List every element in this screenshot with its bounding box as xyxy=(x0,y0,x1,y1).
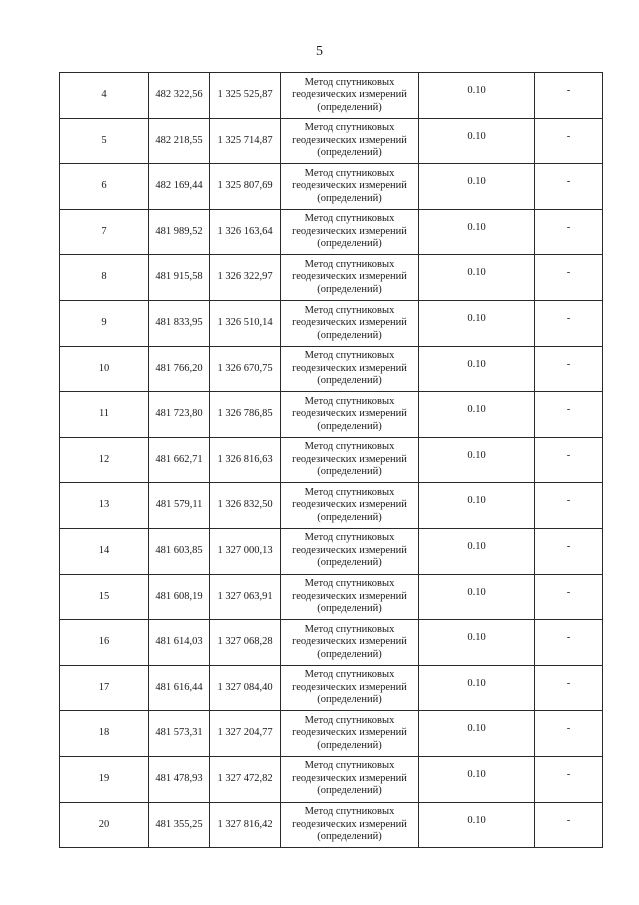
y-coordinate-cell: 1 325 807,69 xyxy=(210,164,281,210)
table-row xyxy=(60,118,603,164)
page-number: 5 xyxy=(316,44,323,59)
method-line: геодезических измерений xyxy=(292,499,407,511)
method-line: геодезических измерений xyxy=(292,408,407,420)
y-coordinate-cell: 1 326 510,14 xyxy=(210,300,281,346)
method-line: (определений) xyxy=(317,694,382,706)
method-line: Метод спутниковых xyxy=(304,486,395,498)
table-row xyxy=(60,73,603,119)
note-value: - xyxy=(566,677,571,689)
accuracy-cell xyxy=(419,528,535,574)
method-line: (определений) xyxy=(317,101,382,113)
method-line: геодезических измерений xyxy=(292,271,407,283)
method-line: (определений) xyxy=(317,238,382,250)
x-coordinate-cell: 481 355,25 xyxy=(149,802,210,848)
accuracy-cell xyxy=(419,300,535,346)
note-value: - xyxy=(566,404,571,416)
accuracy-cell xyxy=(419,483,535,529)
method-line: Метод спутниковых xyxy=(304,623,395,635)
method-line: (определений) xyxy=(317,375,382,387)
y-coordinate-cell: 1 327 472,82 xyxy=(210,756,281,802)
note-cell xyxy=(535,346,603,392)
method-cell xyxy=(281,711,419,757)
x-coordinate-cell: 481 573,31 xyxy=(149,711,210,757)
y-coordinate-cell: 1 326 163,64 xyxy=(210,209,281,255)
table-row xyxy=(60,346,603,392)
point-number-cell: 19 xyxy=(60,756,149,802)
accuracy-cell xyxy=(419,665,535,711)
method-line: геодезических измерений xyxy=(292,544,407,556)
note-cell xyxy=(535,711,603,757)
method-cell xyxy=(281,437,419,483)
table-row xyxy=(60,620,603,666)
method-line: (определений) xyxy=(317,603,382,615)
method-cell xyxy=(281,802,419,848)
x-coordinate-cell: 481 603,85 xyxy=(149,528,210,574)
method-line: геодезических измерений xyxy=(292,727,407,739)
note-value: - xyxy=(566,814,571,826)
point-number-cell: 13 xyxy=(60,483,149,529)
y-coordinate-cell: 1 327 204,77 xyxy=(210,711,281,757)
method-line: Метод спутниковых xyxy=(304,760,395,772)
table-body xyxy=(60,73,603,848)
accuracy-value: 0.10 xyxy=(467,586,486,598)
note-value: - xyxy=(566,130,571,142)
accuracy-value: 0.10 xyxy=(467,723,486,735)
note-value: - xyxy=(566,723,571,735)
table-row xyxy=(60,209,603,255)
accuracy-cell xyxy=(419,209,535,255)
note-value: - xyxy=(566,176,571,188)
method-cell xyxy=(281,73,419,119)
y-coordinate-cell: 1 326 322,97 xyxy=(210,255,281,301)
point-number-cell: 18 xyxy=(60,711,149,757)
x-coordinate-cell: 482 322,56 xyxy=(149,73,210,119)
note-cell xyxy=(535,574,603,620)
table-row xyxy=(60,255,603,301)
method-line: Метод спутниковых xyxy=(304,532,395,544)
accuracy-value: 0.10 xyxy=(467,267,486,279)
table-row xyxy=(60,574,603,620)
method-line: Метод спутниковых xyxy=(304,806,395,818)
method-line: Метод спутниковых xyxy=(304,350,395,362)
x-coordinate-cell: 481 989,52 xyxy=(149,209,210,255)
accuracy-cell xyxy=(419,346,535,392)
note-cell xyxy=(535,483,603,529)
table-row xyxy=(60,665,603,711)
method-line: геодезических измерений xyxy=(292,636,407,648)
accuracy-value: 0.10 xyxy=(467,540,486,552)
point-number-cell: 15 xyxy=(60,574,149,620)
method-line: геодезических измерений xyxy=(292,453,407,465)
y-coordinate-cell: 1 327 068,28 xyxy=(210,620,281,666)
table-row xyxy=(60,756,603,802)
method-line: (определений) xyxy=(317,557,382,569)
method-cell xyxy=(281,118,419,164)
method-cell xyxy=(281,255,419,301)
note-value: - xyxy=(566,221,571,233)
table-row xyxy=(60,711,603,757)
point-number-cell: 7 xyxy=(60,209,149,255)
accuracy-cell xyxy=(419,574,535,620)
method-line: геодезических измерений xyxy=(292,590,407,602)
accuracy-cell xyxy=(419,756,535,802)
method-line: Метод спутниковых xyxy=(304,167,395,179)
coordinates-table xyxy=(59,72,603,848)
note-cell xyxy=(535,802,603,848)
note-cell xyxy=(535,392,603,438)
method-cell xyxy=(281,620,419,666)
accuracy-value: 0.10 xyxy=(467,404,486,416)
method-line: (определений) xyxy=(317,192,382,204)
method-line: Метод спутниковых xyxy=(304,304,395,316)
accuracy-value: 0.10 xyxy=(467,677,486,689)
note-value: - xyxy=(566,586,571,598)
method-line: Метод спутниковых xyxy=(304,258,395,270)
y-coordinate-cell: 1 326 786,85 xyxy=(210,392,281,438)
note-value: - xyxy=(566,768,571,780)
method-line: (определений) xyxy=(317,648,382,660)
method-line: (определений) xyxy=(317,785,382,797)
method-cell xyxy=(281,164,419,210)
note-cell xyxy=(535,73,603,119)
method-line: Метод спутниковых xyxy=(304,714,395,726)
x-coordinate-cell: 481 915,58 xyxy=(149,255,210,301)
note-value: - xyxy=(566,632,571,644)
x-coordinate-cell: 481 766,20 xyxy=(149,346,210,392)
table-row xyxy=(60,802,603,848)
point-number-cell: 14 xyxy=(60,528,149,574)
point-number-cell: 5 xyxy=(60,118,149,164)
y-coordinate-cell: 1 327 063,91 xyxy=(210,574,281,620)
note-cell xyxy=(535,528,603,574)
method-line: Метод спутниковых xyxy=(304,669,395,681)
method-line: геодезических измерений xyxy=(292,225,407,237)
method-line: геодезических измерений xyxy=(292,818,407,830)
x-coordinate-cell: 481 478,93 xyxy=(149,756,210,802)
method-line: (определений) xyxy=(317,511,382,523)
point-number-cell: 20 xyxy=(60,802,149,848)
accuracy-value: 0.10 xyxy=(467,495,486,507)
accuracy-cell xyxy=(419,711,535,757)
method-line: геодезических измерений xyxy=(292,681,407,693)
y-coordinate-cell: 1 325 525,87 xyxy=(210,73,281,119)
x-coordinate-cell: 481 662,71 xyxy=(149,437,210,483)
accuracy-cell xyxy=(419,392,535,438)
note-cell xyxy=(535,209,603,255)
point-number-cell: 4 xyxy=(60,73,149,119)
accuracy-cell xyxy=(419,620,535,666)
accuracy-value: 0.10 xyxy=(467,632,486,644)
method-line: геодезических измерений xyxy=(292,772,407,784)
method-line: (определений) xyxy=(317,283,382,295)
point-number-cell: 16 xyxy=(60,620,149,666)
method-line: (определений) xyxy=(317,147,382,159)
table-row xyxy=(60,483,603,529)
method-line: (определений) xyxy=(317,329,382,341)
method-line: геодезических измерений xyxy=(292,89,407,101)
method-cell xyxy=(281,300,419,346)
method-cell xyxy=(281,346,419,392)
y-coordinate-cell: 1 326 832,50 xyxy=(210,483,281,529)
table-row xyxy=(60,437,603,483)
y-coordinate-cell: 1 326 816,63 xyxy=(210,437,281,483)
method-line: Метод спутниковых xyxy=(304,578,395,590)
method-line: (определений) xyxy=(317,420,382,432)
method-cell xyxy=(281,528,419,574)
note-value: - xyxy=(566,540,571,552)
method-line: геодезических измерений xyxy=(292,180,407,192)
table-row xyxy=(60,392,603,438)
accuracy-value: 0.10 xyxy=(467,768,486,780)
x-coordinate-cell: 482 218,55 xyxy=(149,118,210,164)
method-line: геодезических измерений xyxy=(292,362,407,374)
method-cell xyxy=(281,574,419,620)
accuracy-value: 0.10 xyxy=(467,130,486,142)
note-value: - xyxy=(566,85,571,97)
accuracy-cell xyxy=(419,118,535,164)
accuracy-cell xyxy=(419,437,535,483)
x-coordinate-cell: 481 616,44 xyxy=(149,665,210,711)
x-coordinate-cell: 482 169,44 xyxy=(149,164,210,210)
method-line: Метод спутниковых xyxy=(304,213,395,225)
method-cell xyxy=(281,209,419,255)
method-cell xyxy=(281,665,419,711)
point-number-cell: 6 xyxy=(60,164,149,210)
accuracy-value: 0.10 xyxy=(467,358,486,370)
note-cell xyxy=(535,300,603,346)
method-line: геодезических измерений xyxy=(292,317,407,329)
method-line: Метод спутниковых xyxy=(304,122,395,134)
accuracy-cell xyxy=(419,73,535,119)
table-row xyxy=(60,528,603,574)
point-number-cell: 11 xyxy=(60,392,149,438)
note-cell xyxy=(535,118,603,164)
note-cell xyxy=(535,255,603,301)
note-value: - xyxy=(566,358,571,370)
x-coordinate-cell: 481 579,11 xyxy=(149,483,210,529)
note-value: - xyxy=(566,495,571,507)
point-number-cell: 10 xyxy=(60,346,149,392)
x-coordinate-cell: 481 723,80 xyxy=(149,392,210,438)
x-coordinate-cell: 481 614,03 xyxy=(149,620,210,666)
note-cell xyxy=(535,437,603,483)
accuracy-value: 0.10 xyxy=(467,176,486,188)
method-cell xyxy=(281,392,419,438)
method-line: Метод спутниковых xyxy=(304,395,395,407)
point-number-cell: 17 xyxy=(60,665,149,711)
y-coordinate-cell: 1 327 816,42 xyxy=(210,802,281,848)
accuracy-cell xyxy=(419,164,535,210)
x-coordinate-cell: 481 608,19 xyxy=(149,574,210,620)
y-coordinate-cell: 1 327 084,40 xyxy=(210,665,281,711)
note-value: - xyxy=(566,313,571,325)
note-cell xyxy=(535,620,603,666)
point-number-cell: 12 xyxy=(60,437,149,483)
accuracy-value: 0.10 xyxy=(467,85,486,97)
note-value: - xyxy=(566,267,571,279)
method-line: (определений) xyxy=(317,739,382,751)
y-coordinate-cell: 1 325 714,87 xyxy=(210,118,281,164)
method-line: (определений) xyxy=(317,466,382,478)
point-number-cell: 9 xyxy=(60,300,149,346)
method-cell xyxy=(281,483,419,529)
method-line: Метод спутниковых xyxy=(304,76,395,88)
y-coordinate-cell: 1 326 670,75 xyxy=(210,346,281,392)
note-cell xyxy=(535,665,603,711)
method-line: (определений) xyxy=(317,831,382,843)
table-row xyxy=(60,164,603,210)
accuracy-cell xyxy=(419,255,535,301)
note-cell xyxy=(535,756,603,802)
point-number-cell: 8 xyxy=(60,255,149,301)
y-coordinate-cell: 1 327 000,13 xyxy=(210,528,281,574)
table-row xyxy=(60,300,603,346)
accuracy-value: 0.10 xyxy=(467,221,486,233)
accuracy-value: 0.10 xyxy=(467,814,486,826)
x-coordinate-cell: 481 833,95 xyxy=(149,300,210,346)
accuracy-value: 0.10 xyxy=(467,313,486,325)
accuracy-cell xyxy=(419,802,535,848)
method-line: Метод спутниковых xyxy=(304,441,395,453)
method-line: геодезических измерений xyxy=(292,134,407,146)
method-cell xyxy=(281,756,419,802)
note-cell xyxy=(535,164,603,210)
note-value: - xyxy=(566,449,571,461)
accuracy-value: 0.10 xyxy=(467,449,486,461)
